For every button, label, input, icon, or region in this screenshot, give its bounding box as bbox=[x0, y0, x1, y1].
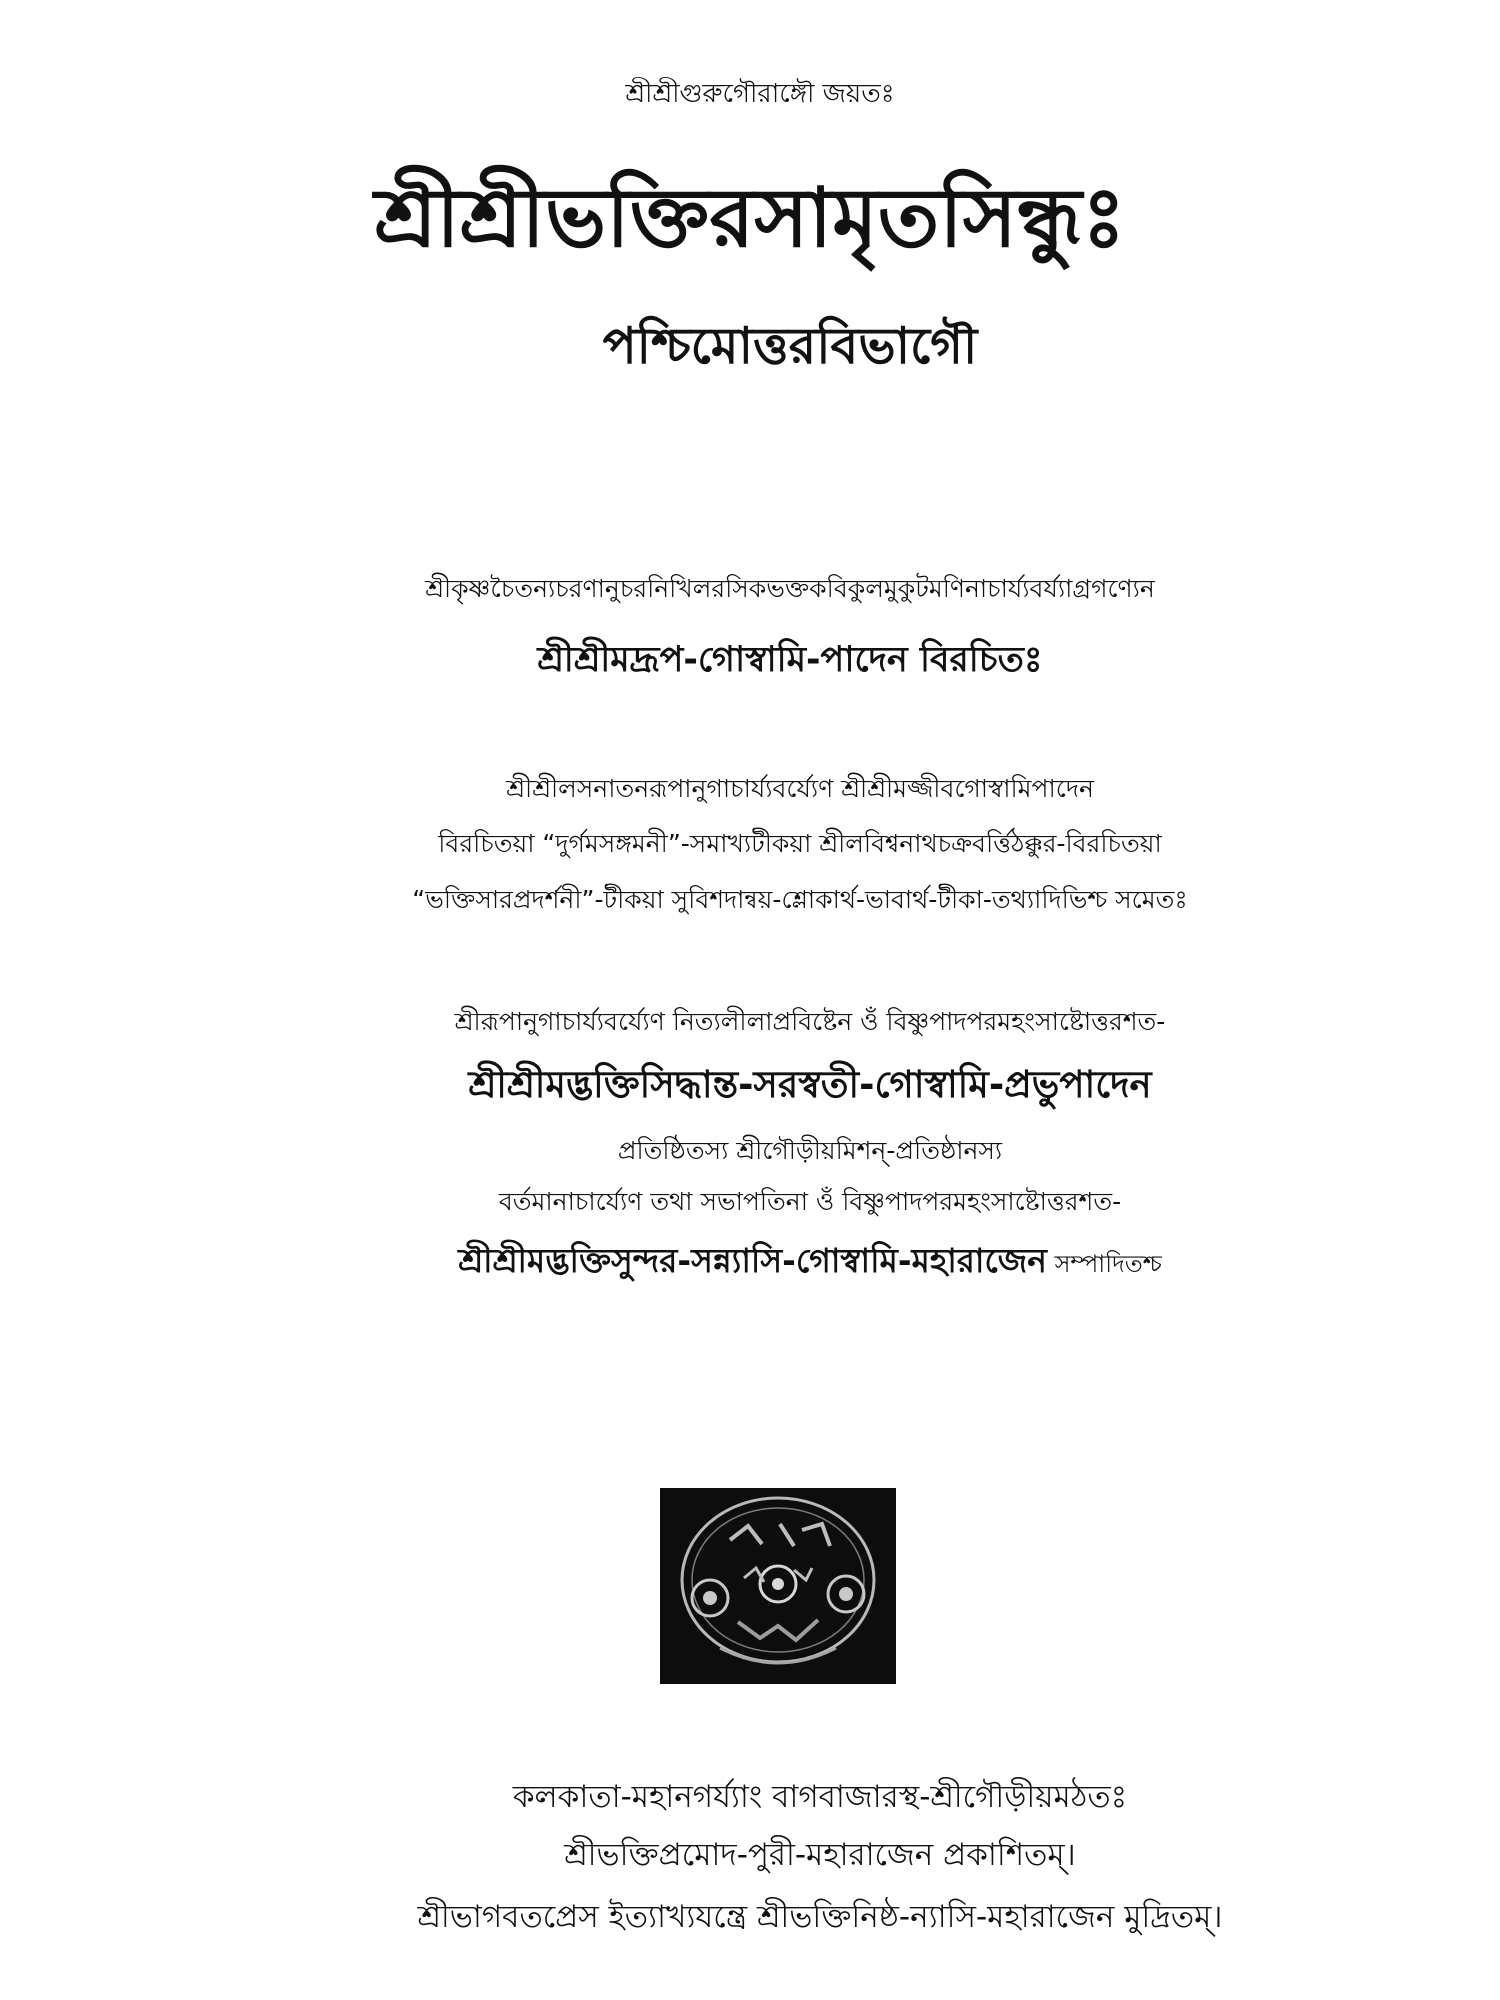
gaudiya-math-emblem bbox=[660, 1488, 896, 1684]
editor-suffix: সম্পাদিতশ্চ bbox=[1046, 1250, 1162, 1278]
commentary-line-2: বিরচিতয়া “দুর্গমসঙ্গমনী”-সমাখ্যটীকয়া শ্রীলবিশ্বনাথচক্রবর্ত্তিঠক্কুর-বিরচিতয়া bbox=[438, 829, 1162, 858]
founder-line-4: বর্তমানাচার্য্যেণ তথা সভাপতিনা ওঁ বিষ্ণুপাদপরমহংসাষ্টোত্তরশত- bbox=[498, 1187, 1122, 1216]
imprint-line-2: শ্রীভক্তিপ্রমোদ-পুরী-মহারাজেন প্রকাশিতম্। bbox=[564, 1837, 1076, 1873]
author-epithet: শ্রীকৃষ্ণচৈতন্যচরণানুচরনিখিলরসিকভক্তকবিকুলমুকুটমণিনাচার্য্যবর্য্যাগ্রগণ্যেন bbox=[425, 574, 1155, 603]
commentary-line-3: “ভক্তিসারপ্রদর্শনী”-টীকয়া সুবিশদান্বয়-শ্লোকার্থ-ভাবার্থ-টীকা-তথ্যাদিভিশ্চ সমেতঃ bbox=[412, 885, 1188, 914]
founder-line-2: শ্রীশ্রীমদ্ভক্তিসিদ্ধান্ত-সরস্বতী-গোস্বামি-প্রভুপাদেন bbox=[468, 1063, 1152, 1106]
page-title: শ্রীশ্রীভক্তিরসামৃতসিন্ধুঃ bbox=[374, 171, 1126, 266]
founder-line-1: শ্রীরূপানুগাচার্য্যবর্য্যেণ নিত্যলীলাপ্রবিষ্টেন ওঁ বিষ্ণুপাদপরমহংসাষ্টোত্তরশত- bbox=[454, 1007, 1166, 1036]
editor-name: শ্রীশ্রীমদ্ভক্তিসুন্দর-সন্ন্যাসি-গোস্বামি-মহারাজেন bbox=[458, 1241, 1047, 1280]
invocation: শ্রীশ্রীগুরুগৌরাঙ্গৌ জয়তঃ bbox=[625, 79, 895, 109]
page-subtitle: পশ্চিমোত্তরবিভাগৌ bbox=[602, 317, 978, 375]
emblem-icon bbox=[660, 1488, 896, 1684]
imprint-line-1: কলকাতা-মহানগর্য্যাং বাগবাজারস্থ-শ্রীগৌড়ীয়মঠতঃ bbox=[512, 1779, 1128, 1815]
imprint-line-3: শ্রীভাগবতপ্রেস ইত্যাখ্যযন্ত্রে শ্রীভক্তিনিষ্ঠ-ন্যাসি-মহারাজেন মুদ্রিতম্। bbox=[417, 1899, 1223, 1935]
commentary-line-1: শ্রীশ্রীলসনাতনরূপানুগাচার্য্যবর্য্যেণ শ্রীশ্রীমজ্জীবগোস্বামিপাদেন bbox=[506, 774, 1094, 803]
founder-line-5 bbox=[0, 1242, 1500, 1280]
author-name: শ্রীশ্রীমদ্রূপ-গোস্বামি-পাদেন বিরচিতঃ bbox=[537, 640, 1043, 680]
founder-line-3: প্রতিষ্ঠিতস্য শ্রীগৌড়ীয়মিশন্-প্রতিষ্ঠানস্য bbox=[617, 1136, 1003, 1165]
